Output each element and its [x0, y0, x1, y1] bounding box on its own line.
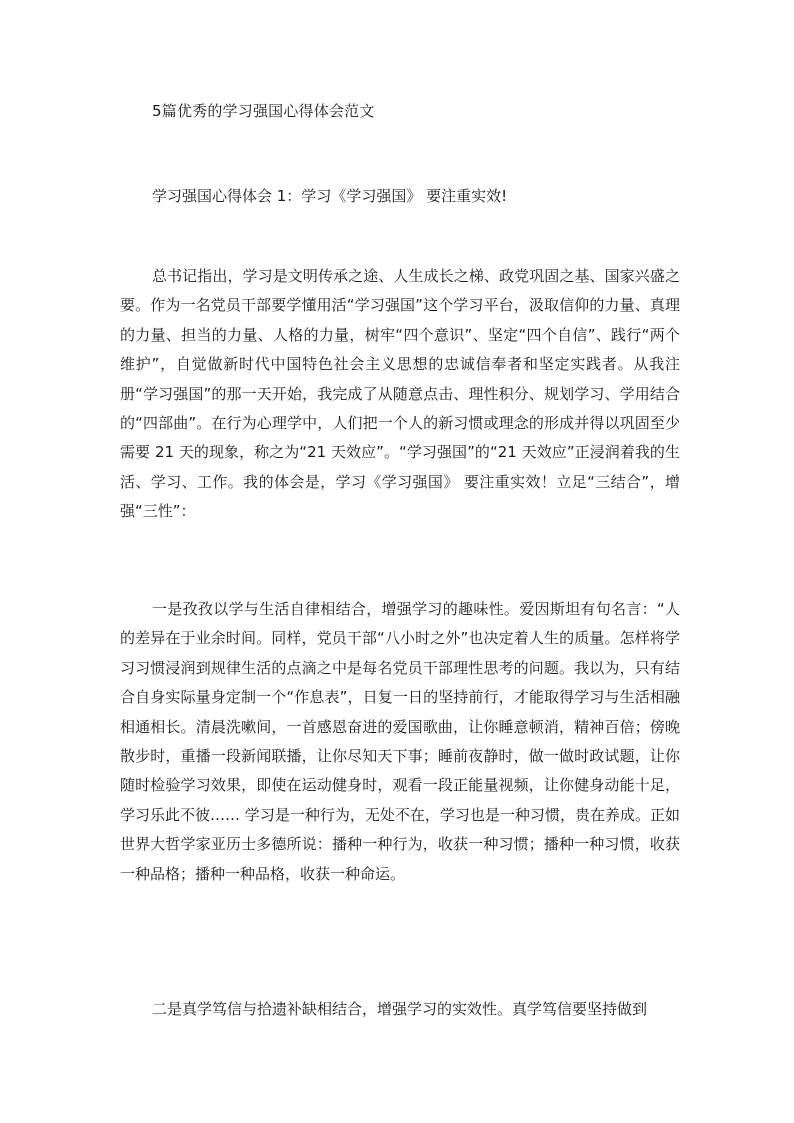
document-title: 5篇优秀的学习强国心得体会范文 — [152, 102, 375, 120]
paragraph-point-one: 一是孜孜以学与生活自律相结合，增强学习的趣味性。爱因斯坦有句名言：“人的差异在于业余时间。同样，党员干部“八小时之外”也决定着人生的质量。怎样将学习习惯浸润到规律生活的点滴之中是每名党员干部理性思考的问题。我以为，只有结合自身实际量身定制一个“作息表”，日复一日的坚持前行，才能取得学习与生活相融相通相长。清晨洗嗽间，一首感恩奋进的爱国歌曲，让你睡意顿消，精神百倍；傍晚散步时，重播一段新闻联播，让你尽知天下事；睡前夜静时，做一做时政试题，让你随时检验学习效果，即使在运动健身时，观看一段正能量视频，让你健身动能十足，学习乐此不彼…… 学习是一种行为，无处不在，学习也是一种习惯，贵在养成。正如世界大哲学家亚历士多德所说：播种一种行为，收获一种习惯；播种一种习惯，收获一种品格；播种一种品格，收获一种命运。 — [120, 600, 680, 883]
section-heading: 学习强国心得体会 1：学习《学习强国》 要注重实效! — [152, 187, 508, 205]
paragraph-intro: 总书记指出，学习是文明传承之途、人生成长之梯、政党巩固之基、国家兴盛之要。作为一名党员干部要学懂用活“学习强国”这个学习平台，汲取信仰的力量、真理的力量、担当的力量、人格的力量，树牢“四个意识”、坚定“四个自信”、践行“两个维护”，自觉做新时代中国特色社会主义思想的忠诚信奉者和坚定实践者。从我注册“学习强国”的那一天开始，我完成了从随意点击、理性积分、规划学习、学用结合的“四部曲”。在行为心理学中，人们把一个人的新习惯或理念的形成并得以巩固至少需要 21 天的现象，称之为“21 天效应”。“学习强国”的“21 天效应”正浸润着我的生活、学习、工作。我的体会是，学习《学习强国》 要注重实效！立足“三结合”，增强“三性”： — [120, 267, 680, 521]
paragraph-point-two: 二是真学笃信与拾遗补缺相结合，增强学习的实效性。真学笃信要坚持做到 — [152, 1000, 648, 1018]
